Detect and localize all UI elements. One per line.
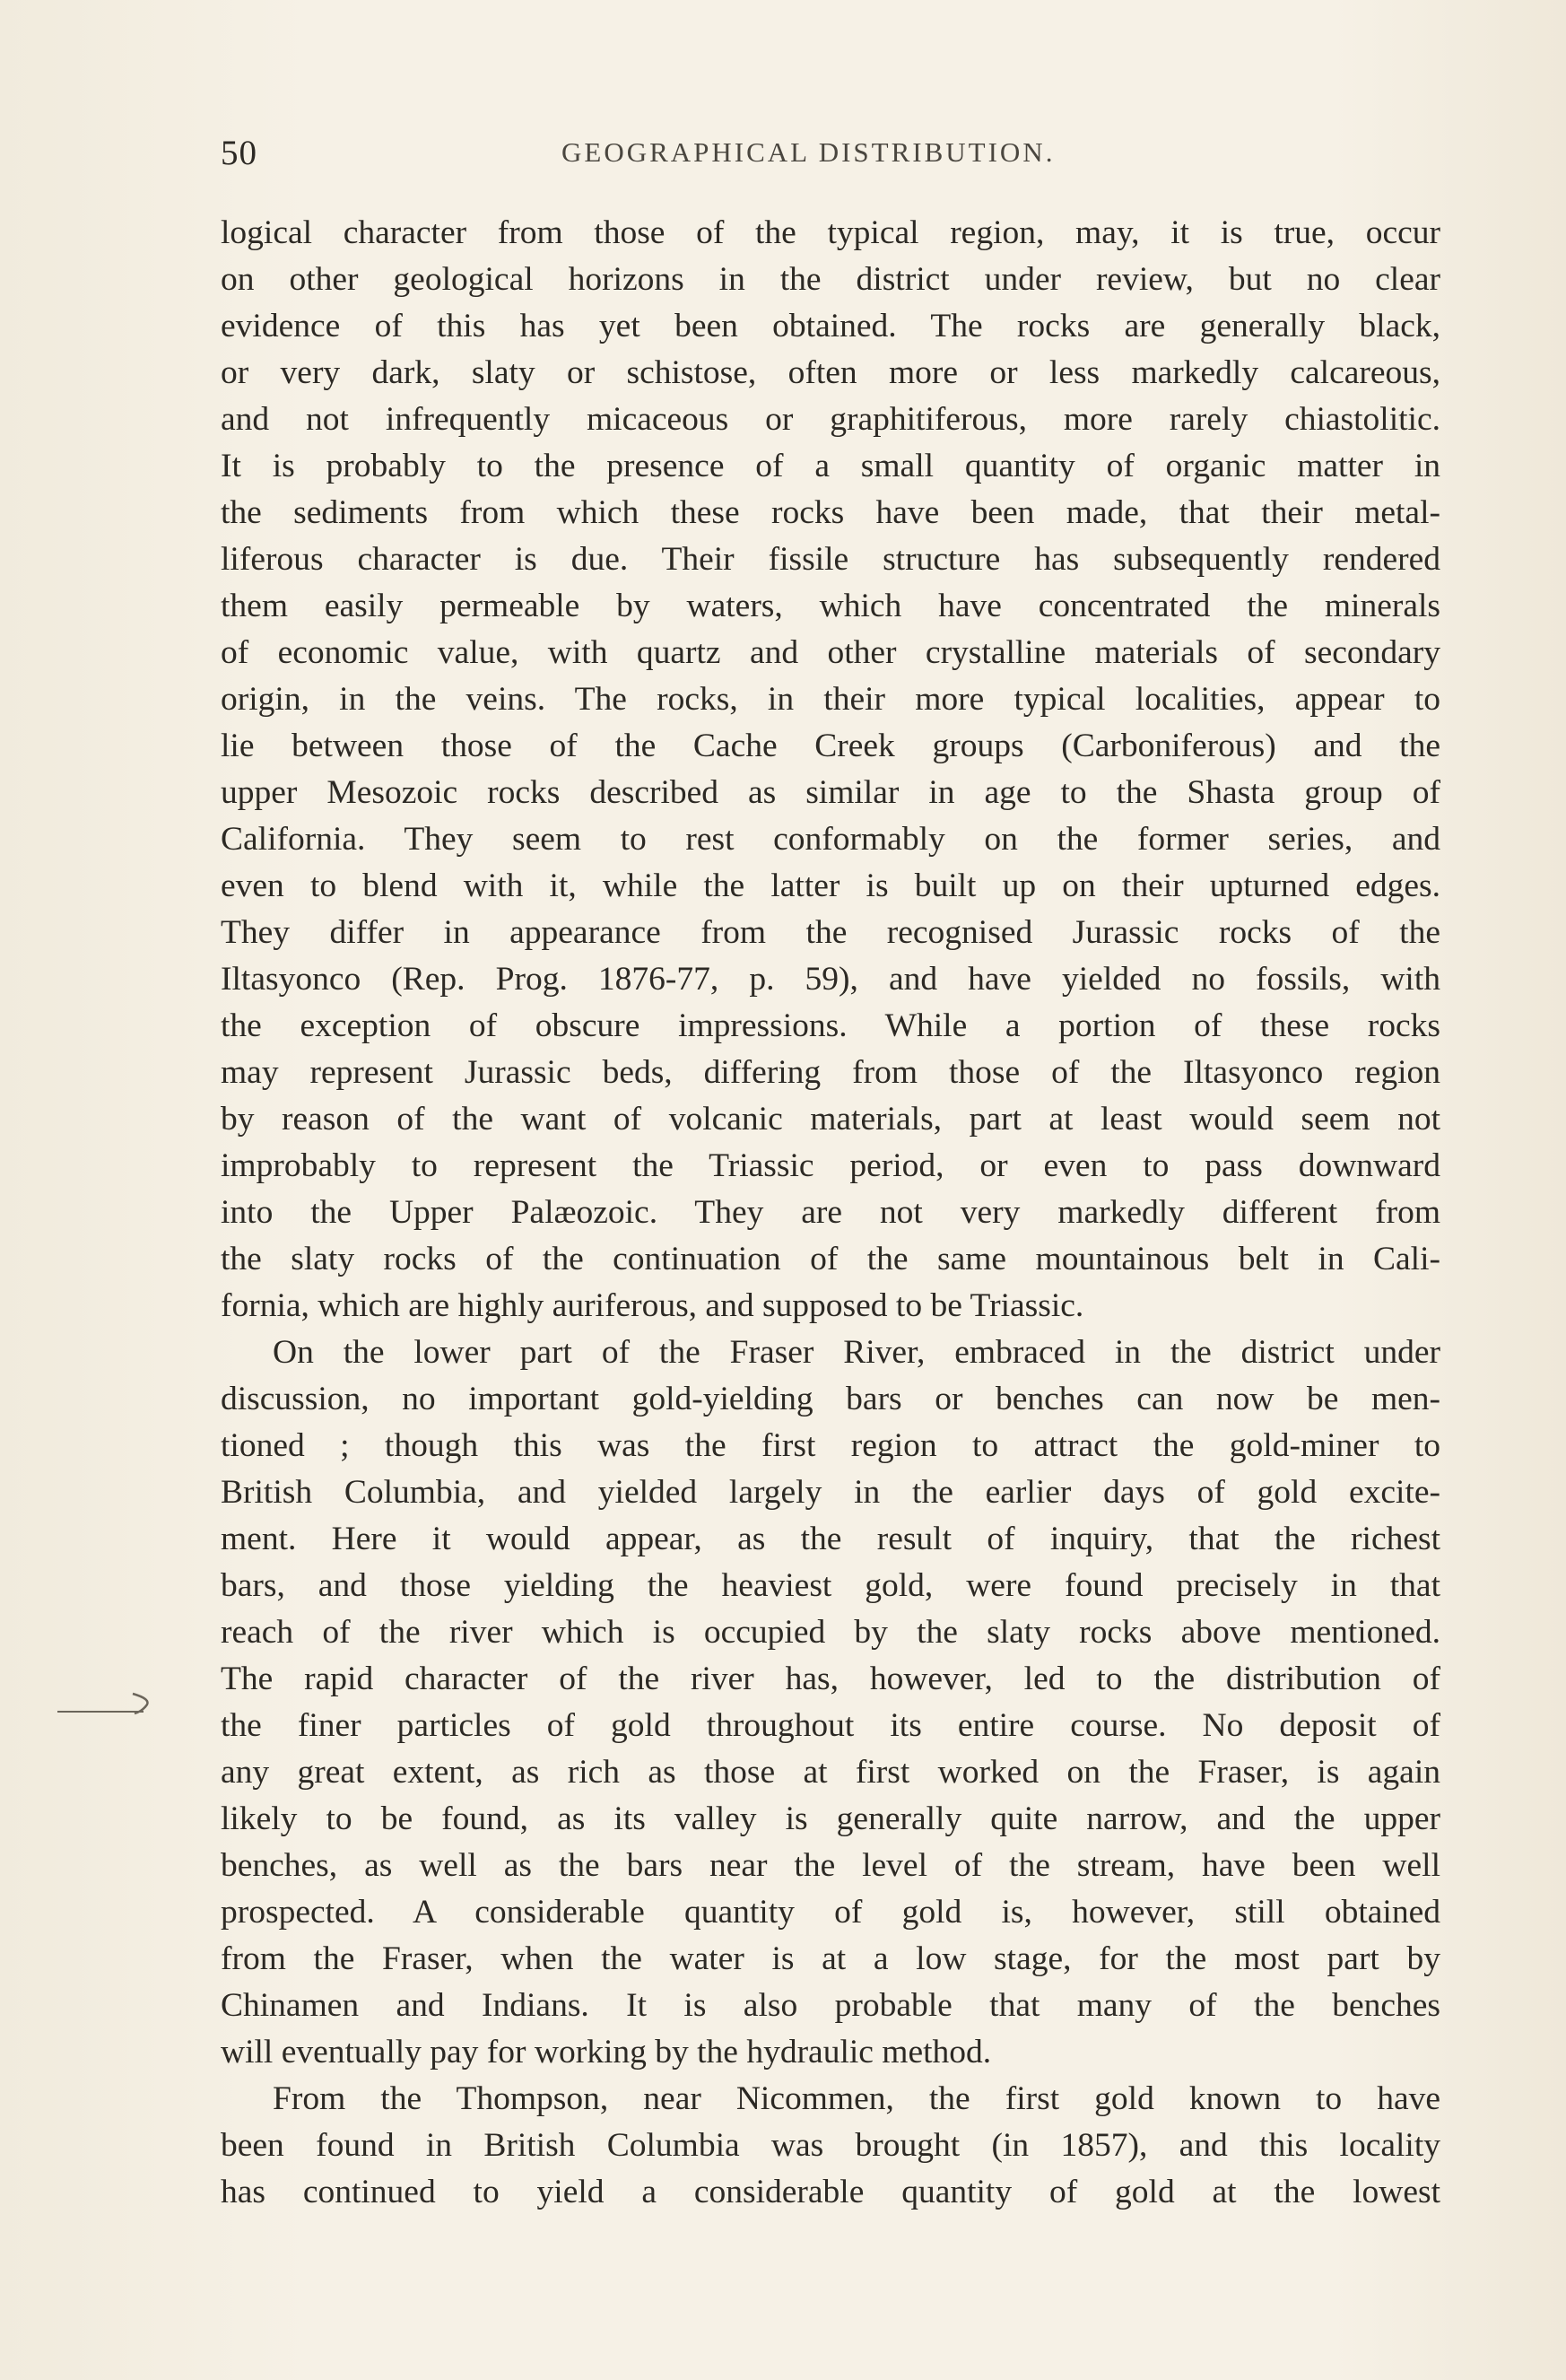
text-line: From the Thompson, near Nicommen, the first gold known to have bbox=[273, 2080, 1440, 2117]
text-line: the exception of obscure impressions. While a portion of these rocks bbox=[221, 1007, 1440, 1044]
paragraph-2 bbox=[221, 1329, 1440, 2076]
text-line: discussion, no important gold-yielding bars or benches can now be men- bbox=[221, 1381, 1440, 1417]
text-line: Chinamen and Indians. It is also probable that many of the benches bbox=[221, 1987, 1440, 2024]
text-line: lie between those of the Cache Creek groups (Carboniferous) and the bbox=[221, 728, 1440, 764]
text-line: and not infrequently micaceous or graphitiferous, more rarely chiastolitic. bbox=[221, 401, 1440, 438]
paragraph-1 bbox=[221, 210, 1440, 1329]
text-line: liferous character is due. Their fissile structure has subsequently rendered bbox=[221, 541, 1440, 578]
text-line: improbably to represent the Triassic period, or even to pass downward bbox=[221, 1147, 1440, 1184]
text-line: ment. Here it would appear, as the result of inquiry, that the richest bbox=[221, 1521, 1440, 1557]
paragraph-3 bbox=[221, 2076, 1440, 2216]
text-line: has continued to yield a considerable quantity of gold at the lowest bbox=[221, 2174, 1440, 2210]
text-line: reach of the river which is occupied by the slaty rocks above mentioned. bbox=[221, 1614, 1440, 1651]
text-line: evidence of this has yet been obtained. The rocks are generally black, bbox=[221, 308, 1440, 344]
text-line: even to blend with it, while the latter is built up on their upturned edges. bbox=[221, 867, 1440, 904]
text-line: upper Mesozoic rocks described as similar in age to the Shasta group of bbox=[221, 774, 1440, 811]
text-line: bars, and those yielding the heaviest gold, were found precisely in that bbox=[221, 1567, 1440, 1604]
text-line: of economic value, with quartz and other crystalline materials of secondary bbox=[221, 634, 1440, 671]
running-head: GEOGRAPHICAL DISTRIBUTION. bbox=[561, 136, 1056, 168]
text-line: Iltasyonco (Rep. Prog. 1876-77, p. 59), and have yielded no fossils, with bbox=[221, 961, 1440, 998]
text-line: from the Fraser, when the water is at a low stage, for the most part by bbox=[221, 1940, 1440, 1977]
margin-pencil-mark-icon bbox=[56, 1683, 199, 1719]
text-line: will eventually pay for working by the hydraulic method. bbox=[221, 2034, 992, 2071]
text-line: likely to be found, as its valley is generally quite narrow, and the upper bbox=[221, 1800, 1440, 1837]
text-line: benches, as well as the bars near the level of the stream, have been well bbox=[221, 1847, 1440, 1884]
text-line: tioned ; though this was the first region to attract the gold-miner to bbox=[221, 1427, 1440, 1464]
text-line: They differ in appearance from the recognised Jurassic rocks of the bbox=[221, 914, 1440, 951]
text-line: may represent Jurassic beds, differing from those of the Iltasyonco region bbox=[221, 1054, 1440, 1091]
text-line: fornia, which are highly auriferous, and supposed to be Triassic. bbox=[221, 1287, 1084, 1324]
text-line: It is probably to the presence of a small quantity of organic matter in bbox=[221, 448, 1440, 484]
text-line: On the lower part of the Fraser River, embraced in the district under bbox=[273, 1334, 1440, 1371]
text-line: been found in British Columbia was brought (in 1857), and this locality bbox=[221, 2127, 1440, 2164]
text-line: the finer particles of gold throughout its entire course. No deposit of bbox=[221, 1707, 1440, 1744]
text-line: California. They seem to rest conformably on the former series, and bbox=[221, 821, 1440, 858]
text-line: British Columbia, and yielded largely in the earlier days of gold excite- bbox=[221, 1474, 1440, 1511]
text-line: by reason of the want of volcanic materials, part at least would seem not bbox=[221, 1101, 1440, 1138]
text-line: prospected. A considerable quantity of gold is, however, still obtained bbox=[221, 1894, 1440, 1931]
page-header bbox=[221, 133, 1433, 178]
text-line: origin, in the veins. The rocks, in their more typical localities, appear to bbox=[221, 681, 1440, 718]
text-line: any great extent, as rich as those at first worked on the Fraser, is again bbox=[221, 1754, 1440, 1791]
text-line: logical character from those of the typical region, may, it is true, occur bbox=[221, 214, 1440, 251]
page-number: 50 bbox=[221, 134, 257, 172]
text-line: the sediments from which these rocks have been made, that their metal- bbox=[221, 494, 1440, 531]
text-line: them easily permeable by waters, which have concentrated the minerals bbox=[221, 588, 1440, 624]
body-text bbox=[221, 210, 1440, 2216]
text-line: into the Upper Palæozoic. They are not very markedly different from bbox=[221, 1194, 1440, 1231]
text-line: on other geological horizons in the district under review, but no clear bbox=[221, 261, 1440, 298]
text-line: The rapid character of the river has, however, led to the distribution of bbox=[221, 1661, 1440, 1697]
text-line: the slaty rocks of the continuation of the same mountainous belt in Cali- bbox=[221, 1241, 1440, 1277]
text-line: or very dark, slaty or schistose, often more or less markedly calcareous, bbox=[221, 354, 1440, 391]
